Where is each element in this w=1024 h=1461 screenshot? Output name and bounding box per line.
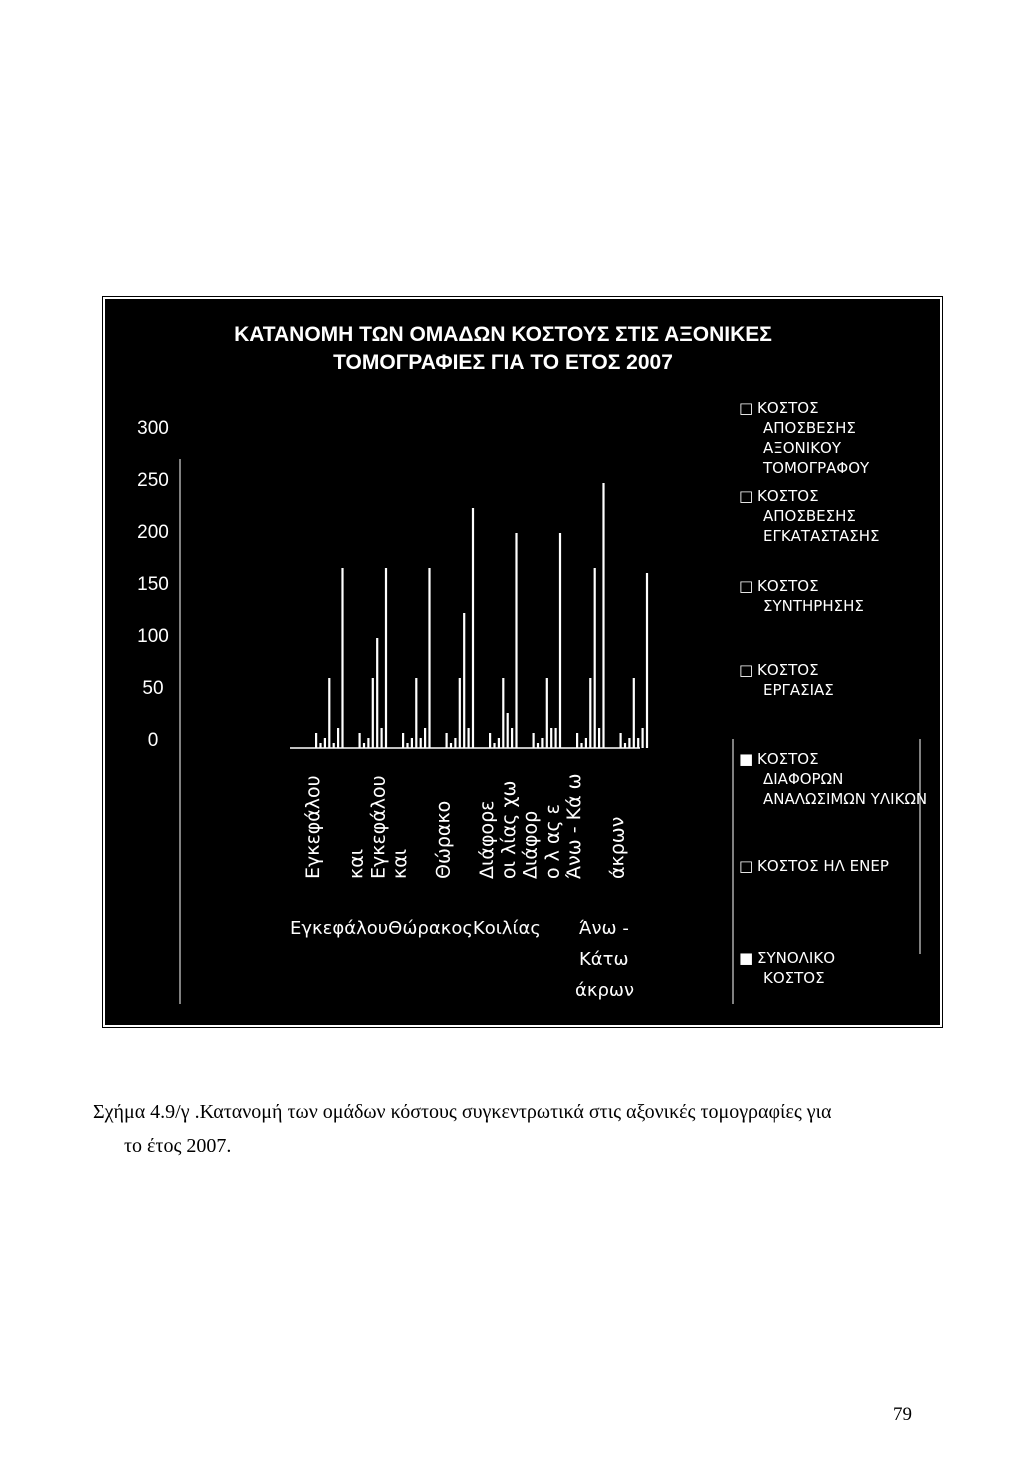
group-label: Άνω -: [579, 918, 629, 939]
category-label: άκρων: [606, 816, 629, 879]
legend-entry-line: ΣΥΝΟΛΙΚΟ: [757, 949, 835, 967]
bar-4-5: [511, 728, 513, 748]
bar-5-2: [541, 738, 543, 748]
category-label: Διάφορε: [476, 800, 498, 879]
bar-2-0: [402, 733, 404, 748]
bar-3-5: [468, 728, 470, 748]
group-label: Κάτω: [579, 949, 629, 970]
group-labels: [290, 918, 634, 1001]
bar-2-4: [420, 738, 422, 748]
bar-5-6: [559, 533, 561, 748]
legend-entry-line: ΑΞΟΝΙΚΟΥ: [763, 439, 841, 457]
bar-7-6: [646, 573, 648, 748]
caption-line-2: το έτος 2007.: [124, 1135, 232, 1157]
bar-7-3: [633, 678, 635, 748]
category-label: Διάφορ: [519, 810, 542, 879]
legend-entry-line: ΚΟΣΤΟΣ: [757, 399, 819, 417]
bar-0-5: [337, 728, 339, 748]
figure-caption: [93, 1095, 943, 1163]
bar-6-0: [576, 733, 578, 748]
bar-1-6: [385, 568, 387, 748]
y-axis: [137, 418, 169, 751]
category-label: ο λ ας ε: [541, 804, 564, 879]
bar-2-6: [428, 568, 430, 748]
bar-1-5: [381, 728, 383, 748]
group-label: ΕγκεφάλουΘώρακοςΚοιλίας: [290, 918, 541, 939]
legend-entry-line: ΚΟΣΤΟΣ: [757, 577, 819, 595]
y-tick-label: 100: [137, 626, 169, 647]
bar-0-6: [341, 568, 343, 748]
legend-entry-line: ΚΟΣΤΟΣ: [757, 750, 819, 768]
bar-4-4: [507, 713, 509, 748]
bar-3-4: [463, 613, 465, 748]
legend-marker: ■: [739, 750, 754, 768]
y-tick-label: 200: [137, 522, 169, 543]
bar-6-6: [602, 483, 604, 748]
bar-0-0: [315, 733, 317, 748]
bar-1-0: [359, 733, 361, 748]
bar-1-2: [367, 738, 369, 748]
legend-marker: □: [739, 577, 754, 595]
legend-marker: □: [739, 487, 754, 505]
legend-marker: ■: [739, 949, 754, 967]
legend-entry-line: ΑΠΟΣΒΕΣΗΣ: [763, 419, 856, 437]
bar-4-3: [502, 678, 504, 748]
bar-0-2: [324, 738, 326, 748]
bar-6-4: [594, 568, 596, 748]
bar-2-3: [415, 678, 417, 748]
legend-entry-line: ΕΓΚΑΤΑΣΤΑΣΗΣ: [763, 527, 880, 545]
y-tick-label: 150: [137, 574, 169, 595]
bar-3-3: [459, 678, 461, 748]
page-number: 79: [893, 1404, 912, 1425]
bar-1-4: [376, 638, 378, 748]
legend-entry-line: ΕΡΓΑΣΙΑΣ: [763, 681, 834, 699]
bar-5-5: [555, 728, 557, 748]
category-label: οι λίας χω: [498, 780, 520, 879]
category-label: Εγκεφάλου: [302, 775, 324, 879]
category-label: Άνω - Κά ω: [563, 773, 585, 879]
legend-entry-line: ΚΟΣΤΟΣ: [763, 969, 825, 987]
bar-3-6: [472, 508, 474, 748]
bar-2-5: [424, 728, 426, 748]
legend-entry-line: ΑΠΟΣΒΕΣΗΣ: [763, 507, 856, 525]
bar-7-5: [642, 728, 644, 748]
legend: [739, 399, 927, 987]
category-label: και: [389, 848, 411, 879]
chart-title-line-1: ΚΑΤΑΝΟΜΗ ΤΩΝ ΟΜΑΔΩΝ ΚΟΣΤΟΥΣ ΣΤΙΣ ΑΞΟΝΙΚΕΣ: [234, 323, 772, 346]
chart-title-line-2: ΤΟΜΟΓΡΑΦΙΕΣ ΓΙΑ ΤΟ ΕΤΟΣ 2007: [333, 351, 673, 374]
chart-figure: [103, 297, 942, 1027]
legend-entry-line: ΚΟΣΤΟΣ ΗΛ ΕΝΕΡ: [757, 857, 889, 875]
bar-7-0: [620, 733, 622, 748]
legend-marker: □: [739, 399, 754, 417]
bar-3-2: [454, 738, 456, 748]
legend-marker: □: [739, 857, 754, 875]
legend-marker: □: [739, 661, 754, 679]
group-label: άκρων: [575, 980, 635, 1001]
legend-entry-line: ΑΝΑΛΩΣΙΜΩΝ ΥΛΙΚΩΝ: [763, 790, 928, 808]
legend-entry-line: ΔΙΑΦΟΡΩΝ: [763, 770, 844, 788]
category-label: Εγκεφάλου: [367, 775, 390, 879]
bar-6-3: [589, 678, 591, 748]
bar-6-2: [585, 738, 587, 748]
bar-3-0: [446, 733, 448, 748]
y-tick-label: 0: [147, 730, 159, 751]
y-tick-label: 50: [142, 678, 164, 699]
legend-entry-line: ΤΟΜΟΓΡΑΦΟΥ: [763, 459, 870, 477]
bar-5-3: [546, 678, 548, 748]
bar-6-5: [598, 728, 600, 748]
y-tick-label: 250: [137, 470, 169, 491]
y-tick-label: 300: [137, 418, 169, 439]
bar-7-4: [637, 738, 639, 748]
bar-5-4: [550, 728, 552, 748]
bar-4-2: [498, 738, 500, 748]
bar-4-6: [515, 533, 517, 748]
bar-7-2: [628, 738, 630, 748]
bar-5-0: [533, 733, 535, 748]
legend-entry-line: ΚΟΣΤΟΣ: [757, 661, 819, 679]
bar-2-2: [411, 738, 413, 748]
bar-1-3: [372, 678, 374, 748]
category-label: και: [345, 848, 368, 879]
legend-entry-line: ΚΟΣΤΟΣ: [757, 487, 819, 505]
category-label: Θώρακο: [432, 800, 455, 879]
bars-group: [315, 483, 648, 748]
category-labels: [302, 773, 629, 879]
bar-4-0: [489, 733, 491, 748]
chart-svg: [105, 299, 940, 1025]
bar-0-3: [328, 678, 330, 748]
caption-line-1: Σχήμα 4.9/γ .Κατανομή των ομάδων κόστους συγκεντρωτικά στις αξονικές τομογραφίες για: [93, 1101, 832, 1123]
legend-entry-line: ΣΥΝΤΗΡΗΣΗΣ: [763, 597, 864, 615]
